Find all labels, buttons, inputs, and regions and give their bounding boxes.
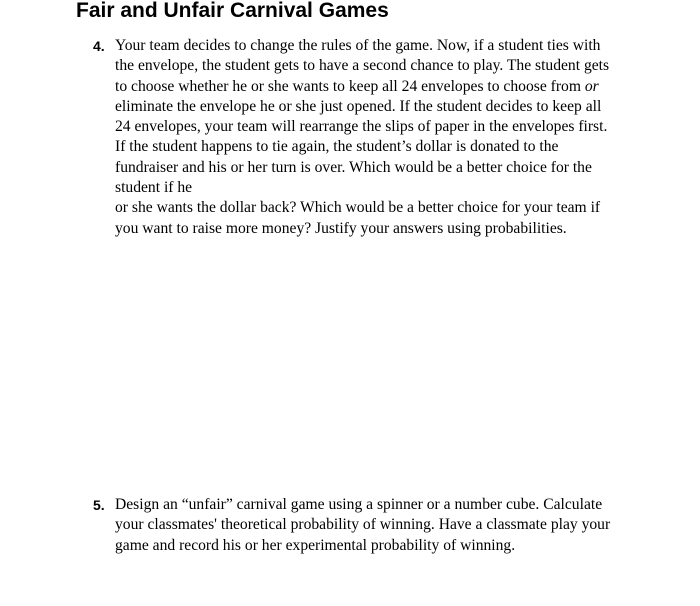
question-line: student if he <box>115 179 193 197</box>
question-line: game and record his or her experimental probability of winning. <box>115 536 516 554</box>
question-line: 24 envelopes, your team will rearrange the slips of paper in the envelopes first. <box>115 118 608 136</box>
question-text <box>115 495 635 556</box>
question-number: 5. <box>93 497 105 513</box>
question-line-text: to choose whether he or she wants to keep all 24 envelopes to choose from <box>115 77 581 95</box>
italic-word: or <box>584 77 599 95</box>
page-title: Fair and Unfair Carnival Games <box>76 0 389 22</box>
question-line: eliminate the envelope he or she just opened. If the student decides to keep all <box>115 97 602 115</box>
question-text <box>115 36 635 239</box>
question-line <box>115 77 635 97</box>
question-number: 4. <box>93 38 105 54</box>
question-line: your classmates' theoretical probability of winning. Have a classmate play your <box>115 516 611 534</box>
question-line: If the student happens to tie again, the student’s dollar is donated to the <box>115 138 559 156</box>
question-line: or she wants the dollar back? Which would be a better choice for your team if <box>115 199 601 217</box>
question-line: the envelope, the student gets to have a second chance to play. The student gets <box>115 57 610 75</box>
question-line: Design an “unfair” carnival game using a spinner or a number cube. Calculate <box>115 496 603 513</box>
question-line: you want to raise more money? Justify your answers using probabilities. <box>115 219 567 237</box>
question-line: Your team decides to change the rules of the game. Now, if a student ties with <box>115 37 601 54</box>
question-line: fundraiser and his or her turn is over. Which would be a better choice for the <box>115 158 592 176</box>
